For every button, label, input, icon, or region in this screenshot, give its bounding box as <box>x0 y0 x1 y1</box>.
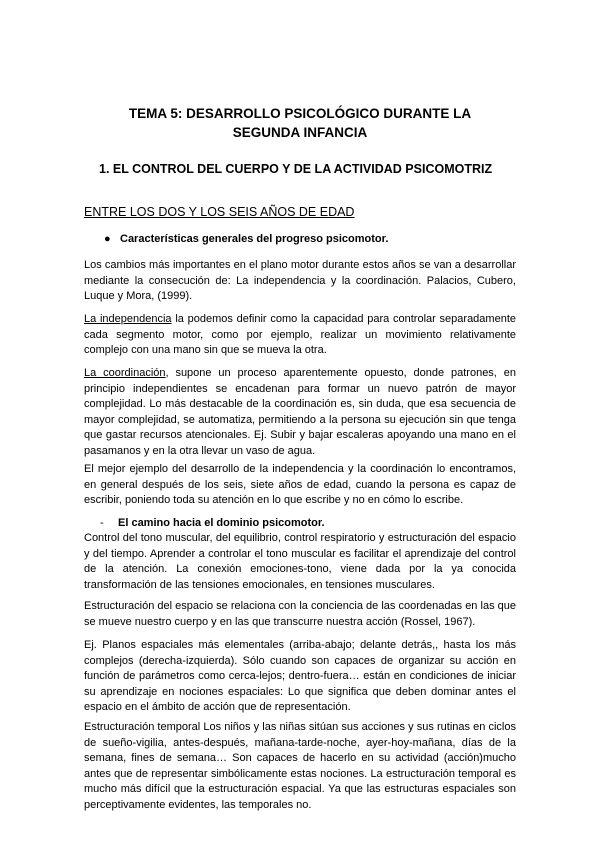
paragraph-independencia <box>84 312 516 359</box>
section-title: 1. EL CONTROL DEL CUERPO Y DE LA ACTIVIDAD PSICOMOTRIZ <box>99 162 493 176</box>
term-independencia: La independencia <box>84 313 172 325</box>
paragraph-control: Control del tono muscular, del equilibrio, control respiratorio y estructuración del espacio y del tiempo. Aprender a controlar el tono muscular es facilitar el aprendizaje del control de la atención. La conexión emociones-tono, viene dada por la ya conocida transformación de las tensiones emocionales, en tensiones musculares. <box>84 532 516 591</box>
independencia-text: la podemos definir como la capacidad para controlar separadamente cada segmento motor, como por ejemplo, realizar un movimiento relativamente complejo con una mano sin que se mueva la otra. <box>84 313 516 356</box>
document-title <box>90 104 510 142</box>
coordinacion-text: , supone un proceso aparentemente opuesto, donde patrones, en principio independientes se encadenan para formar un nuevo patrón de mayor complejidad. Lo más destacable de la coordinación es, sin duda, que esa secuencia de mayor complejidad, se automatiza, permitiendo a la persona su ejecución sin que tenga que gastar recursos atencionales. Ej. Subir y bajar escaleras apoyando una mano en el pasamanos y en la otra llevar un vaso de agua. <box>84 367 516 457</box>
paragraph-ejemplo: El mejor ejemplo del desarrollo de la independencia y la coordinación lo encontramos, en general después de los seis, siete años de edad, cuando la persona es capaz de escribir, poniendo toda su atención en lo que escribe y no en cómo lo escribe. <box>84 463 516 506</box>
paragraph-espacio: Estructuración del espacio se relaciona con la conciencia de las coordenadas en las que se mueve nuestro cuerpo y en las que transcurre nuestra acción (Rossel, 1967). <box>84 600 516 628</box>
title-line-1: TEMA 5: DESARROLLO PSICOLÓGICO DURANTE LA <box>128 106 472 121</box>
paragraph-planos: Ej. Planos espaciales más elementales (arriba-abajo; delante detrás,, hasta los más complejos (derecha-izquierda). Sólo cuando son capaces de organizar su acción en función de parámetros como cerca-lejos; dentro-fuera… están en condiciones de iniciar su aprendizaje en nociones espaciales: Lo que significa que deben dominar antes el espacio en el ámbito de acción que de representación. <box>84 639 516 713</box>
camino-heading <box>100 517 325 529</box>
term-coordinacion: La coordinación <box>84 367 166 379</box>
subsection-title: ENTRE LOS DOS Y LOS SEIS AÑOS DE EDAD <box>84 205 355 219</box>
camino-heading-text: El camino hacia el dominio psicomotor. <box>118 517 325 529</box>
bullet-heading-text: Características generales del progreso psicomotor. <box>120 233 389 245</box>
paragraph-coordinacion <box>84 366 516 459</box>
bullet-dot-icon: ● <box>104 233 111 245</box>
title-line-2: SEGUNDA INFANCIA <box>232 125 368 140</box>
paragraph-intro: Los cambios más importantes en el plano motor durante estos años se van a desarrollar mediante la consecución de: La independencia y la coordinación. Palacios, Cubero, Luque y Mora, (1999). <box>84 259 516 302</box>
paragraph-temporal: Estructuración temporal Los niños y las niñas sitúan sus acciones y sus rutinas en ciclos de sueño-vigilia, antes-después, mañana-tarde-noche, ayer-hoy-mañana, días de la semana, fines de semana… Son capaces de hacerlo en su actividad (acción)mucho antes que de representar simbólicamente estas nociones. La estructuración temporal es mucho más difícil que la estructuración espacial. Ya que las estructuras espaciales son perceptivamente evidentes, las temporales no. <box>84 721 516 811</box>
dash-symbol: - <box>100 517 104 529</box>
bullet-heading <box>104 233 388 245</box>
